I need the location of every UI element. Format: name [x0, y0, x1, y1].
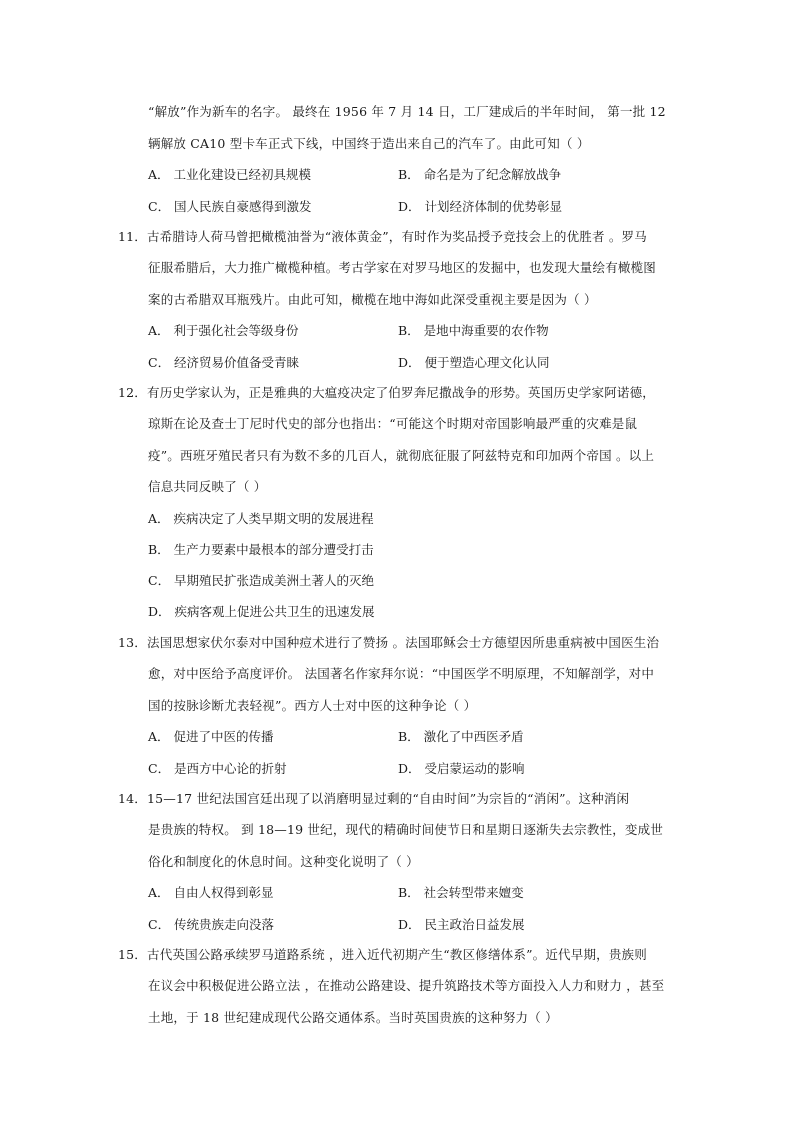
question-text-line: 13．法国思想家伏尔泰对中国种痘术进行了赞扬 。法国耶稣会士方德望因所患重病被中国医生治: [118, 635, 660, 650]
question-text-line: 15．古代英国公路承续罗马道路系统 ，进入近代初期产生“教区修缮体系”。近代早期，贵族则: [118, 947, 647, 962]
question-text-line: 疫”。西班牙殖民者只有为数不多的几百人，就彻底征服了阿兹特克和印加两个帝国 。以上: [148, 448, 655, 463]
question-text-line: 辆解放 CA10 型卡车正式下线，中国终于造出来自己的汽车了。由此可知（ ）: [148, 136, 590, 151]
option-a[interactable]: A． 利于强化社会等级身份: [148, 323, 299, 338]
option-d[interactable]: D． 疾病客观上促进公共卫生的迅速发展: [148, 604, 375, 619]
question-text-line: 在议会中积极促进公路立法 ，在推动公路建设、提升筑路技术等方面投入人力和财力 ，甚至: [148, 978, 665, 993]
option-c[interactable]: C． 早期殖民扩张造成美洲土著人的灭绝: [148, 573, 375, 588]
option-a[interactable]: A． 疾病决定了人类早期文明的发展进程: [148, 511, 374, 526]
question-text-line: 14．15—17 世纪法国宫廷出现了以消磨明显过剩的“自由时间”为宗旨的“消闲”。这种消闲: [118, 791, 630, 806]
option-b[interactable]: B． 是地中海重要的农作物: [398, 323, 549, 338]
option-a[interactable]: A． 工业化建设已经初具规模: [148, 167, 312, 182]
option-d[interactable]: D． 便于塑造心理文化认同: [398, 355, 550, 370]
question-text-line: 是贵族的特权。 到 18—19 世纪，现代的精确时间使节日和星期日逐渐失去宗教性，变成世: [148, 822, 664, 837]
question-text-line: 国的按脉诊断尤表轻视”。西方人士对中医的这种争论（ ）: [148, 698, 477, 713]
option-b[interactable]: B． 命名是为了纪念解放战争: [398, 167, 562, 182]
option-c[interactable]: C． 传统贵族走向没落: [148, 917, 275, 932]
option-a[interactable]: A． 自由人权得到彰显: [148, 885, 274, 900]
option-b[interactable]: B． 激化了中西医矛盾: [398, 729, 524, 744]
option-d[interactable]: D． 民主政治日益发展: [398, 917, 525, 932]
question-text-line: 12．有历史学家认为，正是雅典的大瘟疫决定了伯罗奔尼撒战争的形势。英国历史学家阿诺德，: [118, 385, 656, 400]
option-d[interactable]: D． 计划经济体制的优势彰显: [398, 199, 562, 214]
question-text-line: 愈，对中医给予高度评价。 法国著名作家拜尔说：“中国医学不明原理，不知解剖学，对中: [148, 666, 655, 681]
option-b[interactable]: B． 生产力要素中最根本的部分遭受打击: [148, 542, 374, 557]
question-text-line: 俗化和制度化的休息时间。这种变化说明了（ ）: [148, 854, 419, 869]
question-text-line: 信息共同反映了（ ）: [148, 479, 267, 494]
option-d[interactable]: D． 受启蒙运动的影响: [398, 761, 525, 776]
question-text-line: 案的古希腊双耳瓶残片。由此可知，橄榄在地中海如此深受重视主要是因为（ ）: [148, 292, 597, 307]
option-c[interactable]: C． 经济贸易价值备受青睐: [148, 355, 300, 370]
option-a[interactable]: A． 促进了中医的传播: [148, 729, 274, 744]
question-text-line: 11．古希腊诗人荷马曾把橄榄油誉为“液体黄金”，有时作为奖品授予竞技会上的优胜者 。罗马: [118, 229, 647, 244]
option-c[interactable]: C． 国人民族自豪感得到激发: [148, 199, 312, 214]
question-text-line: “解放”作为新车的名字。 最终在 1956 年 7 月 14 日，工厂建成后的半年时间， 第一批 12: [148, 104, 666, 119]
option-c[interactable]: C． 是西方中心论的折射: [148, 761, 287, 776]
question-text-line: 琼斯在论及查士丁尼时代史的部分也指出：“可能这个时期对帝国影响最严重的灾难是鼠: [148, 416, 638, 431]
question-text-line: 土地，于 18 世纪建成现代公路交通体系。当时英国贵族的这种努力（ ）: [148, 1010, 558, 1025]
option-b[interactable]: B． 社会转型带来嬗变: [398, 885, 524, 900]
question-text-line: 征服希腊后，大力推广橄榄种植。考古学家在对罗马地区的发掘中，也发现大量绘有橄榄图: [148, 260, 657, 275]
